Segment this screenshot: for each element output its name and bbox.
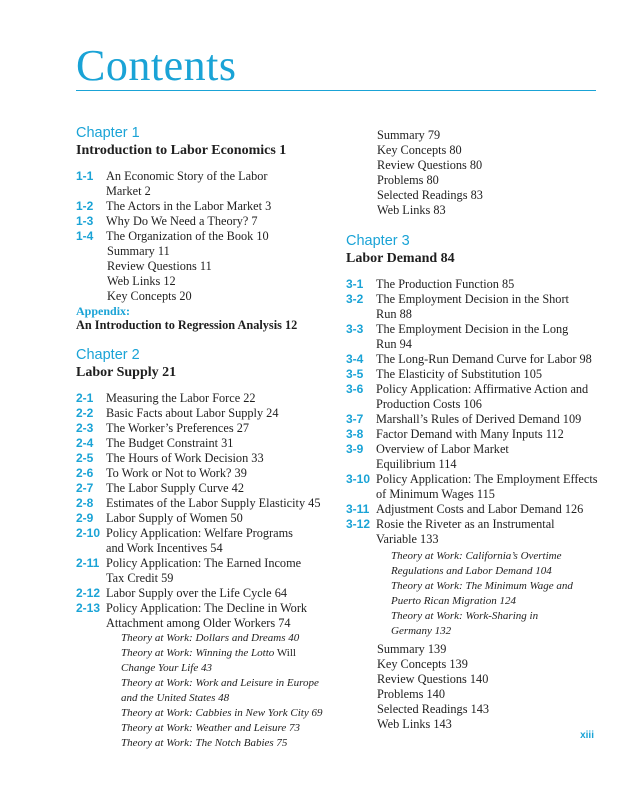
section-number: 2-5 (76, 451, 94, 465)
section-title: Policy Application: The Employment Effects (376, 472, 598, 486)
toc-subentry[interactable]: Key Concepts 139 (377, 657, 468, 671)
theory-at-work-entry[interactable] (76, 661, 338, 676)
toc-entry[interactable] (76, 229, 338, 244)
toc-entry[interactable] (346, 412, 600, 427)
toc-entry[interactable] (76, 496, 338, 511)
toc-entry[interactable] (76, 406, 338, 421)
section-number: 2-7 (76, 481, 94, 495)
toc-subentry[interactable]: Selected Readings 143 (377, 702, 490, 716)
section-number: 2-3 (76, 421, 94, 435)
appendix-label: Appendix: (76, 304, 131, 318)
section-number (346, 397, 376, 412)
section-number: 2-13 (76, 601, 101, 615)
section-number: 3-6 (346, 382, 364, 396)
section-title: Rosie the Riveter as an Instrumental (376, 517, 555, 531)
section-title: The Employment Decision in the Long (376, 322, 569, 336)
toc-entry[interactable] (76, 184, 338, 199)
section-title: Attachment among Older Workers 74 (106, 616, 291, 630)
toc-entry[interactable] (346, 457, 600, 472)
section-title: Run 94 (376, 337, 412, 351)
theory-at-work-entry[interactable] (76, 631, 338, 646)
toc-entry[interactable] (76, 541, 338, 556)
toc-entry[interactable] (76, 481, 338, 496)
section-number: 3-3 (346, 322, 364, 336)
section-title: The Labor Supply Curve 42 (106, 481, 244, 495)
section-number: 2-1 (76, 391, 94, 405)
toc-entry[interactable] (346, 322, 600, 337)
toc-entry[interactable] (76, 556, 338, 571)
section-title: Labor Supply of Women 50 (106, 511, 243, 525)
toc-entry[interactable] (346, 382, 600, 397)
section-number: 2-10 (76, 526, 101, 540)
section-number: 1-4 (76, 229, 94, 243)
toc-entry[interactable] (76, 526, 338, 541)
section-title: of Minimum Wages 115 (376, 487, 495, 501)
section-title: Measuring the Labor Force 22 (106, 391, 256, 405)
toc-subentry[interactable]: Web Links 83 (377, 203, 446, 217)
section-title: The Employment Decision in the Short (376, 292, 569, 306)
appendix-title[interactable]: An Introduction to Regression Analysis 12 (76, 318, 298, 332)
section-number (346, 307, 376, 322)
section-number: 2-2 (76, 406, 94, 420)
theory-at-work-text: Theory at Work: Winning the Lotto (121, 647, 275, 659)
section-number: 3-12 (346, 517, 371, 531)
section-title: The Elasticity of Substitution 105 (376, 367, 542, 381)
toc-entry[interactable] (76, 421, 338, 436)
title-rule (76, 90, 596, 91)
theory-at-work-entry[interactable] (76, 736, 338, 751)
toc-entry[interactable] (76, 571, 338, 586)
toc-entry[interactable] (346, 502, 600, 517)
toc-subentry[interactable]: Summary 139 (377, 642, 447, 656)
toc-entry[interactable] (346, 337, 600, 352)
toc-subentry[interactable]: Web Links 12 (107, 274, 176, 288)
section-number: 1-2 (76, 199, 94, 213)
section-title: The Organization of the Book 10 (106, 229, 269, 243)
left-column (76, 124, 338, 751)
theory-at-work-text: Change Your Life 43 (121, 662, 212, 674)
toc-entry[interactable] (346, 427, 600, 442)
section-number: 3-5 (346, 367, 364, 381)
section-number (346, 487, 376, 502)
toc-entry[interactable] (76, 616, 338, 631)
section-number (346, 457, 376, 472)
section-title: Policy Application: Affirmative Action and (376, 382, 589, 396)
page-number: xiii (580, 730, 594, 741)
toc-entry[interactable] (346, 442, 600, 457)
toc-subentry[interactable]: Selected Readings 83 (377, 188, 483, 202)
section-title: To Work or Not to Work? 39 (106, 466, 247, 480)
section-number: 3-8 (346, 427, 364, 441)
theory-at-work-entry[interactable]: Theory at Work: Work-Sharing in (391, 610, 539, 622)
section-title: Market 2 (106, 184, 151, 198)
toc-entry[interactable] (76, 451, 338, 466)
section-title: Run 88 (376, 307, 412, 321)
section-number: 3-10 (346, 472, 371, 486)
toc-entry[interactable] (346, 472, 600, 487)
section-number: 1-3 (76, 214, 94, 228)
section-number: 2-6 (76, 466, 94, 480)
theory-at-work-text: and the United States 48 (121, 692, 230, 704)
section-number: 3-2 (346, 292, 364, 306)
section-title: An Economic Story of the Labor (106, 169, 268, 183)
theory-at-work-text: Will (274, 647, 296, 659)
section-number (76, 541, 106, 556)
section-number: 2-12 (76, 586, 101, 600)
toc-subentry[interactable]: Review Questions 11 (107, 259, 212, 273)
chapter-title[interactable]: Introduction to Labor Economics 1 (76, 143, 287, 158)
section-title: The Long-Run Demand Curve for Labor 98 (376, 352, 592, 366)
section-title: The Worker’s Preferences 27 (106, 421, 249, 435)
section-title: Tax Credit 59 (106, 571, 174, 585)
toc-entry[interactable] (346, 397, 600, 412)
theory-at-work-text: Theory at Work: Cabbies in New York City 69 (121, 707, 323, 719)
section-number: 1-1 (76, 169, 94, 183)
toc-entry[interactable] (76, 511, 338, 526)
section-title: Basic Facts about Labor Supply 24 (106, 406, 279, 420)
section-number: 3-9 (346, 442, 364, 456)
theory-at-work-entry[interactable] (76, 721, 338, 736)
section-title: Adjustment Costs and Labor Demand 126 (376, 502, 584, 516)
right-column (346, 128, 600, 732)
toc-subentry[interactable]: Key Concepts 20 (107, 289, 192, 303)
toc-subentry[interactable]: Web Links 143 (377, 717, 452, 731)
section-title: Policy Application: The Earned Income (106, 556, 302, 570)
section-title: Equilibrium 114 (376, 457, 457, 471)
section-title: The Budget Constraint 31 (106, 436, 234, 450)
toc-entry[interactable] (346, 532, 600, 547)
toc-entry[interactable] (346, 307, 600, 322)
theory-at-work-entry[interactable] (76, 691, 338, 706)
toc-entry[interactable] (76, 391, 338, 406)
toc-subentry[interactable]: Summary 79 (377, 128, 441, 142)
toc-entry[interactable] (76, 436, 338, 451)
toc-entry[interactable] (346, 367, 600, 382)
section-title: Factor Demand with Many Inputs 112 (376, 427, 564, 441)
toc-entry[interactable] (76, 214, 338, 229)
theory-at-work-entry[interactable] (76, 706, 338, 721)
section-number: 2-9 (76, 511, 94, 525)
theory-at-work-entry[interactable]: Germany 132 (391, 625, 452, 637)
toc-entry[interactable] (76, 169, 338, 184)
theory-at-work-entry[interactable]: Regulations and Labor Demand 104 (391, 565, 552, 577)
section-title: Policy Application: The Decline in Work (106, 601, 308, 615)
theory-at-work-entry[interactable]: Theory at Work: California’s Overtime (391, 550, 562, 562)
section-number (346, 337, 376, 352)
toc-entry[interactable] (346, 517, 600, 532)
theory-at-work-text: Theory at Work: The Notch Babies 75 (121, 737, 288, 749)
section-title: Labor Supply over the Life Cycle 64 (106, 586, 287, 600)
toc-subentry[interactable]: Problems 140 (377, 687, 445, 701)
section-number (76, 616, 106, 631)
toc-subentry[interactable]: Review Questions 80 (377, 158, 483, 172)
toc-subentry[interactable]: Key Concepts 80 (377, 143, 462, 157)
section-title: Production Costs 106 (376, 397, 482, 411)
toc-subentry[interactable]: Summary 11 (107, 244, 170, 258)
section-number (76, 571, 106, 586)
section-title: The Actors in the Labor Market 3 (106, 199, 272, 213)
section-number (76, 184, 106, 199)
toc-entry[interactable] (346, 487, 600, 502)
toc-entry[interactable] (76, 601, 338, 616)
section-number: 3-7 (346, 412, 364, 426)
theory-at-work-entry[interactable]: Puerto Rican Migration 124 (391, 595, 516, 607)
section-title: Estimates of the Labor Supply Elasticity 45 (106, 496, 321, 510)
section-title: Variable 133 (376, 532, 439, 546)
section-title: The Production Function 85 (376, 277, 515, 291)
section-title: Why Do We Need a Theory? 7 (106, 214, 258, 228)
toc-entry[interactable] (76, 466, 338, 481)
toc-subentry[interactable]: Problems 80 (377, 173, 439, 187)
theory-at-work-text: Theory at Work: Weather and Leisure 73 (121, 722, 301, 734)
section-title: Marshall’s Rules of Derived Demand 109 (376, 412, 582, 426)
section-number: 2-8 (76, 496, 94, 510)
theory-at-work-text: Theory at Work: Dollars and Dreams 40 (121, 632, 300, 644)
chapter-title[interactable]: Labor Demand 84 (346, 251, 455, 266)
section-title: The Hours of Work Decision 33 (106, 451, 264, 465)
page-title: Contents (76, 41, 237, 90)
toc-entry[interactable] (346, 352, 600, 367)
toc-subentry[interactable]: Review Questions 140 (377, 672, 489, 686)
section-number: 3-4 (346, 352, 364, 366)
toc-entry[interactable] (346, 277, 600, 292)
toc-entry[interactable] (76, 586, 338, 601)
section-number: 3-11 (346, 502, 370, 516)
theory-at-work-text: Theory at Work: Work and Leisure in Europe (121, 677, 319, 689)
toc-entry[interactable] (346, 292, 600, 307)
theory-at-work-entry[interactable]: Theory at Work: The Minimum Wage and (391, 580, 573, 592)
section-number: 2-4 (76, 436, 94, 450)
section-number (346, 532, 376, 547)
chapter-title[interactable]: Labor Supply 21 (76, 365, 177, 380)
chapter-label[interactable]: Chapter 3 (346, 233, 410, 249)
chapter-label[interactable]: Chapter 1 (76, 125, 140, 141)
section-number: 3-1 (346, 277, 364, 291)
section-title: and Work Incentives 54 (106, 541, 223, 555)
theory-at-work-entry[interactable] (76, 646, 338, 661)
section-number: 2-11 (76, 556, 100, 570)
section-title: Policy Application: Welfare Programs (106, 526, 293, 540)
theory-at-work-entry[interactable] (76, 676, 338, 691)
chapter-label[interactable]: Chapter 2 (76, 347, 140, 363)
section-title: Overview of Labor Market (376, 442, 509, 456)
toc-entry[interactable] (76, 199, 338, 214)
